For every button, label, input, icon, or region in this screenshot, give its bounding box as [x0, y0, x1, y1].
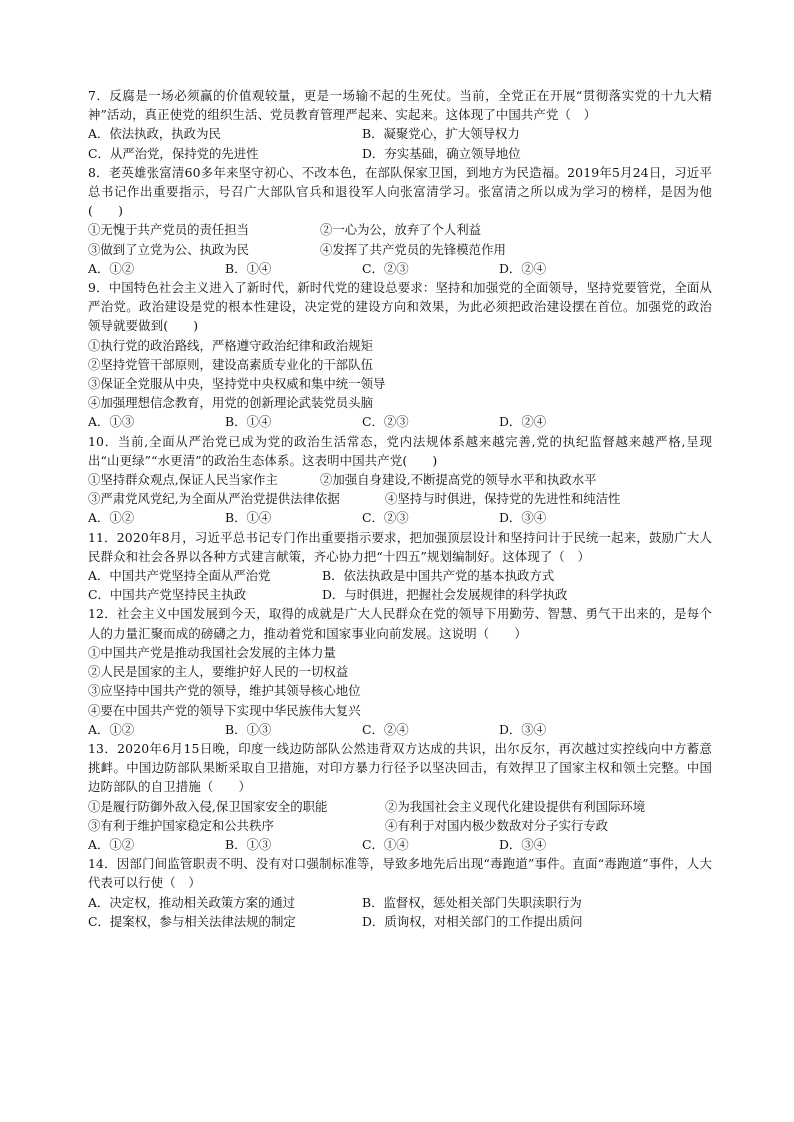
option-a: A．中国共产党坚持全面从严治党: [88, 568, 271, 584]
option-d: D．③④: [499, 836, 547, 852]
statements-row: [88, 220, 712, 239]
option-a: A．依法执政，执政为民: [88, 126, 221, 142]
option-c: C．①④: [362, 836, 409, 852]
option-b: B．凝聚党心，扩大领导权力: [362, 126, 520, 142]
option-d: D．质询权，对相关部门的工作提出质问: [362, 913, 583, 929]
option-a: A．①②: [88, 260, 135, 276]
option-a: A．决定权，推动相关政策方案的通过: [88, 894, 296, 910]
option-d: D．夯实基础，确立领导地位: [362, 145, 521, 161]
options-row: [88, 720, 712, 739]
option-d: D．②④: [499, 260, 547, 276]
option-d: D．②④: [499, 414, 547, 430]
statement-3: ③有利于维护国家稳定和公共秩序: [88, 817, 274, 833]
statement-3: ③保证全党服从中央，坚持党中央权威和集中统一领导: [88, 376, 386, 392]
statement-2: ②加强自身建设,不断提高党的领导水平和执政水平: [320, 472, 597, 488]
statements-row: [88, 240, 712, 259]
statement-1: ①执行党的政治路线，严格遵守政治纪律和政治规矩: [88, 337, 373, 353]
option-c: C．中国共产党坚持民主执政: [88, 587, 247, 603]
statement-3: ③严肃党风党纪,为全面从严治党提供法律依据: [88, 491, 340, 507]
statement-4: ④坚持与时俱进，保持党的先进性和纯洁性: [385, 491, 621, 507]
statements-row: [88, 470, 712, 489]
question-13: [88, 739, 712, 854]
statements-row: [88, 797, 712, 816]
options-row: [88, 585, 712, 604]
statement-1: ①坚持群众观点,保证人民当家作主: [88, 472, 278, 488]
options-row: [88, 412, 712, 431]
options-row: [88, 508, 712, 527]
option-c: C．提案权，参与相关法律法规的制定: [88, 913, 296, 929]
option-b: B．①④: [225, 414, 272, 430]
exam-page: [88, 86, 712, 931]
question-8: [88, 163, 712, 278]
statement-3: ③做到了立党为公、执政为民: [88, 241, 250, 257]
statement-4: ④加强理想信念教育，用党的创新理论武装党员头脑: [88, 395, 373, 411]
option-c: C．从严治党，保持党的先进性: [88, 145, 259, 161]
options-row: [88, 912, 712, 931]
option-d: D．与时俱进，把握社会发展规律的科学执政: [322, 587, 568, 603]
option-c: C．②③: [362, 510, 409, 526]
options-row: [88, 566, 712, 585]
option-b: B．①④: [225, 510, 272, 526]
option-a: A．①②: [88, 510, 135, 526]
option-b: B．监督权，惩处相关部门失职渎职行为: [362, 894, 582, 910]
question-stem: 14．因部门间监管职责不明、没有对口强制标准等，导致多地先后出现“毒跑道”事件。直面“毒跑道”事件，人大代表可以行使（ ）: [88, 856, 712, 891]
statements-row: [88, 816, 712, 835]
options-row: [88, 835, 712, 854]
statement-1: ①无愧于共产党员的责任担当: [88, 222, 250, 238]
options-row: [88, 144, 712, 163]
options-row: [88, 124, 712, 143]
option-d: D．③④: [499, 510, 547, 526]
options-row: [88, 893, 712, 912]
option-a: A．①②: [88, 721, 135, 737]
question-stem: 12．社会主义中国发展到今天，取得的成就是广大人民群众在党的领导下用勤劳、智慧、勇气干出来的，是每个人的力量汇聚而成的磅礴之力，推动着党和国家事业向前发展。这说明（ ）: [88, 606, 712, 641]
statement-2: ②坚持党管干部原则，建设高素质专业化的干部队伍: [88, 356, 373, 372]
option-c: C．②④: [362, 721, 409, 737]
question-9: [88, 278, 712, 432]
statement-1: ①中国共产党是推动我国社会发展的主体力量: [88, 644, 336, 660]
options-row: [88, 259, 712, 278]
option-b: B．①③: [225, 721, 272, 737]
statement-1: ①是履行防御外敌入侵,保卫国家安全的职能: [88, 798, 328, 814]
option-c: C．②③: [362, 260, 409, 276]
statement-2: ②一心为公，放弃了个人利益: [320, 222, 482, 238]
question-stem: 13．2020年6月15日晚，印度一线边防部队公然违背双方达成的共识，出尔反尔，再次越过实控线向中方蓄意挑衅。中国边防部队果断采取自卫措施，对印方暴力行径予以坚决回击，有效捍卫了国家主权和领土完整。中国边防部队的自卫措施（ ）: [88, 740, 712, 795]
question-14: [88, 854, 712, 931]
statement-4: ④发挥了共产党员的先锋模范作用: [320, 241, 506, 257]
question-11: [88, 528, 712, 605]
question-stem: 10．当前,全面从严治党已成为党的政治生活常态，党内法规体系越来越完善,党的执纪监督越来越严格,呈现出“山更绿”“水更清”的政治生态体系。这表明中国共产党( ): [88, 433, 712, 468]
option-b: B．①③: [225, 836, 272, 852]
question-7: [88, 86, 712, 163]
option-a: A．①③: [88, 414, 135, 430]
statement-2: ②为我国社会主义现代化建设提供有利国际环境: [385, 798, 646, 814]
statement-3: ③应坚持中国共产党的领导，维护其领导核心地位: [88, 683, 361, 699]
question-stem: 8．老英雄张富清60多年来坚守初心、不改本色，在部队保家卫国，到地方为民造福。2019年5月24日，习近平总书记作出重要指示，号召广大部队官兵和退役军人向张富清学习。张富清之所以成为学习的榜样，是因为他( ): [88, 164, 712, 219]
question-stem: 7．反腐是一场必须赢的价值观较量，更是一场输不起的生死仗。当前，全党正在开展“贯彻落实党的十九大精神”活动，真正使党的组织生活、党员教育管理严起来、实起来。这体现了中国共产党（ ）: [88, 88, 712, 123]
option-c: C．②③: [362, 414, 409, 430]
option-b: B．①④: [225, 260, 272, 276]
question-stem: 9．中国特色社会主义进入了新时代，新时代党的建设总要求：坚持和加强党的全面领导，坚持党要管党，全面从严治党。政治建设是党的根本性建设，决定党的建设方向和效果，为此必须把政治建设摆在首位。加强党的政治领导就要做到( ): [88, 280, 712, 334]
statement-2: ②人民是国家的主人，要维护好人民的一切权益: [88, 664, 349, 680]
question-stem: 11．2020年8月，习近平总书记专门作出重要指示要求，把加强顶层设计和坚持问计于民统一起来，鼓励广大人民群众和社会各界以各种方式建言献策，齐心协力把“十四五”规划编制好。这体现了（ ）: [88, 529, 712, 564]
question-10: [88, 432, 712, 528]
option-a: A．①②: [88, 836, 135, 852]
statements-row: [88, 489, 712, 508]
option-d: D．③④: [499, 721, 547, 737]
question-12: [88, 604, 712, 738]
statement-4: ④有利于对国内极少数敌对分子实行专政: [385, 817, 609, 833]
option-b: B．依法执政是中国共产党的基本执政方式: [322, 568, 555, 584]
statement-4: ④要在中国共产党的领导下实现中华民族伟大复兴: [88, 702, 361, 718]
